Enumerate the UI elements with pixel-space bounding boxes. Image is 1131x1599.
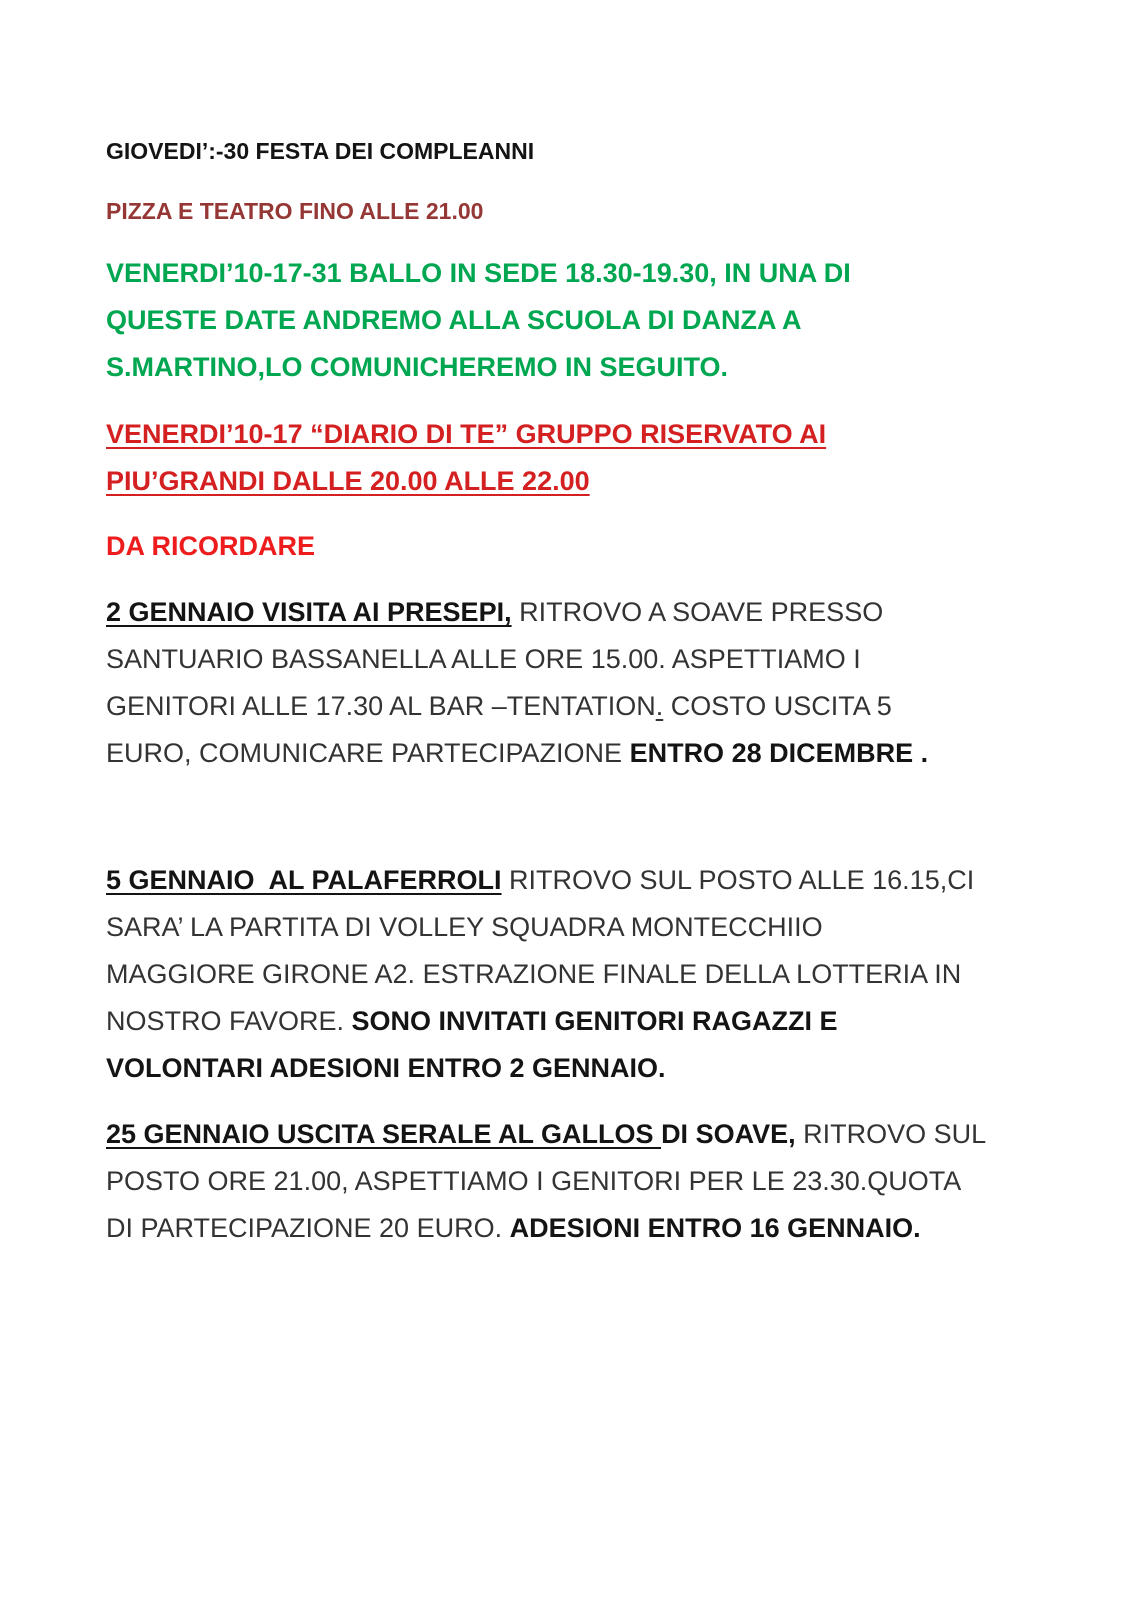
diary-line-1: VENERDI’10-17 “DIARIO DI TE” GRUPPO RISERVATO AI: [106, 419, 827, 449]
pizza-theatre-line: [106, 188, 1026, 235]
dance-line-2: QUESTE DATE ANDREMO ALLA SCUOLA DI DANZA A: [106, 305, 802, 335]
event-presepi-title: 2 GENNAIO VISITA AI PRESEPI,: [106, 597, 512, 627]
dance-line-3: S.MARTINO,LO COMUNICHEREMO IN SEGUITO.: [106, 352, 729, 382]
event-palaferroli-title: 5 GENNAIO AL PALAFERROLI: [106, 865, 502, 895]
heading-birthday: GIOVEDI’:-30 FESTA DEI COMPLEANNI: [106, 138, 535, 164]
event-gallos-deadline: ADESIONI ENTRO 16 GENNAIO.: [509, 1213, 921, 1243]
event-palaferroli-line-2: SARA’ LA PARTITA DI VOLLEY SQUADRA MONTECCHIIO: [106, 912, 823, 942]
event-gallos-line-2: POSTO ORE 21.00, ASPETTIAMO I GENITORI PER LE 23.30.QUOTA: [106, 1166, 962, 1196]
remember-heading-block: [106, 523, 1026, 570]
diary-group-announcement: [106, 411, 1026, 505]
event-palaferroli-line-3: MAGGIORE GIRONE A2. ESTRAZIONE FINALE DELLA LOTTERIA IN: [106, 959, 962, 989]
event-gallos: 25 GENNAIO USCITA SERALE AL GALLOS DI SOAVE, RITROVO SUL POSTO ORE 21.00, ASPETTIAMO I GENITORI PER LE 23.30.QUOTA DI PARTECIPAZIONE 20 EURO. ADESIONI ENTRO 16 GENNAIO.: [106, 1111, 1026, 1252]
dance-line-1: VENERDI’10-17-31 BALLO IN SEDE 18.30-19.30, IN UNA DI: [106, 258, 851, 288]
diary-line-2: PIU’GRANDI DALLE 20.00 ALLE 22.00: [106, 466, 590, 496]
dance-announcement: [106, 250, 1026, 391]
heading-pizza-theatre: PIZZA E TEATRO FINO ALLE 21.00: [106, 198, 484, 224]
event-presepi-deadline: ENTRO 28 DICEMBRE .: [629, 738, 929, 768]
event-palaferroli-deadline: VOLONTARI ADESIONI ENTRO 2 GENNAIO.: [106, 1053, 666, 1083]
birthday-party-line: [106, 128, 1026, 175]
event-palaferroli: 5 GENNAIO AL PALAFERROLI RITROVO SUL POSTO ALLE 16.15,CI SARA’ LA PARTITA DI VOLLEY SQUADRA MONTECCHIIO MAGGIORE GIRONE A2. ESTRAZIONE FINALE DELLA LOTTERIA IN NOSTRO FAVORE. SONO INVITATI GENITORI RAGAZZI E VOLONTARI ADESIONI ENTRO 2 GENNAIO.: [106, 857, 1026, 1092]
event-presepi: 2 GENNAIO VISITA AI PRESEPI, RITROVO A SOAVE PRESSO SANTUARIO BASSANELLA ALLE ORE 15.00. ASPETTIAMO I GENITORI ALLE 17.30 AL BAR –TENTATION. COSTO USCITA 5 EURO, COMUNICARE PARTECIPAZIONE ENTRO 28 DICEMBRE .: [106, 589, 1026, 777]
event-presepi-line-2: SANTUARIO BASSANELLA ALLE ORE 15.00. ASPETTIAMO I: [106, 644, 861, 674]
event-gallos-title: 25 GENNAIO USCITA SERALE AL GALLOS: [106, 1119, 662, 1149]
remember-heading: DA RICORDARE: [106, 531, 315, 561]
